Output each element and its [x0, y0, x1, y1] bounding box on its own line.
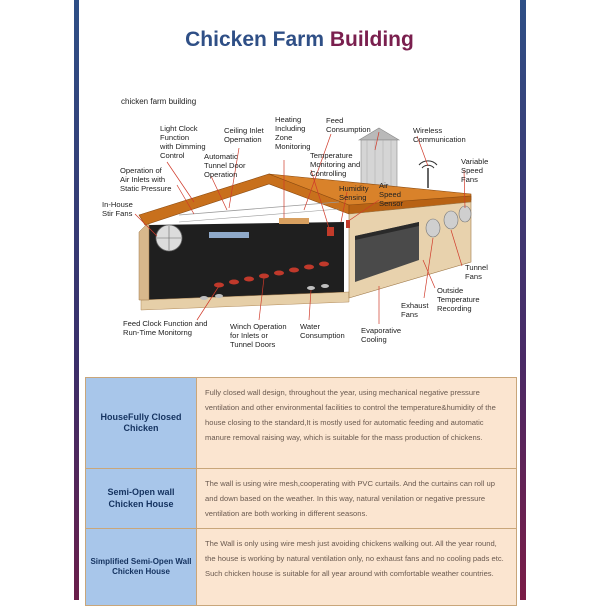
label-light-clock-line3: with Dimming	[160, 142, 206, 151]
label-ceiling-inlet	[224, 126, 265, 144]
label-water	[300, 322, 345, 340]
label-outside-temp-line1: Outside	[437, 286, 464, 295]
label-variable-fans	[461, 157, 488, 184]
chicken-house-diagram	[79, 110, 520, 360]
label-light-clock-line4: Control	[160, 151, 185, 160]
label-wireless	[413, 126, 466, 144]
label-outside-temp-line2: Temperature	[437, 295, 480, 304]
label-tunnel-fans	[465, 263, 488, 281]
page-title	[79, 28, 520, 52]
label-air-speed-line3: Sensor	[379, 199, 404, 208]
label-feed-clock	[123, 319, 207, 337]
table-row	[86, 469, 516, 529]
label-variable-fans-line1: Variable	[461, 157, 489, 166]
label-evap-line1: Evaporative	[361, 326, 402, 335]
title-main: Chicken Farm	[185, 28, 330, 51]
label-variable-fans-line2: Speed	[461, 166, 483, 175]
label-temp-monitoring-line1: Temperature	[310, 151, 353, 160]
label-winch	[230, 322, 287, 349]
label-air-inlets-line2: Air Inlets with	[120, 175, 166, 184]
label-evap	[361, 326, 401, 344]
label-air-inlets-line1: Operation of	[120, 166, 162, 175]
label-feed-consumption-line2: Consumption	[326, 125, 371, 134]
label-air-speed-line2: Speed	[379, 190, 401, 199]
label-ceiling-inlet-line1: Ceiling Inlet	[224, 126, 264, 135]
label-light-clock-line2: Function	[160, 133, 190, 142]
label-light-clock	[159, 124, 206, 160]
label-wireless-line2: Communication	[413, 135, 466, 144]
label-feed-clock-line1: Feed Clock Function and	[123, 319, 208, 328]
label-air-inlets-line3: Static Pressure	[120, 184, 172, 193]
label-heating-line2: Including	[275, 124, 306, 133]
house-types-table	[85, 377, 517, 606]
label-water-line1: Water	[300, 322, 320, 331]
label-tunnel-fans-line1: Tunnel	[465, 263, 488, 272]
label-humidity-line2: Sensing	[339, 193, 367, 202]
label-ceiling-inlet-line2: Opernation	[224, 135, 262, 144]
right-border-bar	[520, 0, 526, 600]
row-header: Semi-Open wall Chicken House	[86, 469, 197, 528]
label-stir-fans-line2: Stir Fans	[102, 209, 133, 218]
label-light-clock-line1: Light Clock	[160, 124, 198, 133]
label-feed-consumption	[326, 116, 371, 134]
title-accent: Building	[329, 28, 414, 51]
label-auto-tunnel-line2: Tunnel Door	[204, 161, 246, 170]
label-outside-temp-line3: Recording	[437, 304, 472, 313]
label-heating	[275, 115, 310, 151]
label-humidity	[339, 184, 369, 202]
label-heating-line4: Monitoring	[275, 142, 311, 151]
label-temp-monitoring-line3: Controlling	[310, 169, 347, 178]
label-feed-consumption-line1: Feed	[326, 116, 344, 125]
label-auto-tunnel	[204, 152, 246, 179]
row-description: The Wall is only using wire mesh just avoiding chickens walking out. All the year round, the house is working by natural ventilation only, no exhaust fans and no cooling pads etc. Such chicken house is suitable for all year around with comfortable weather countries.	[197, 529, 516, 605]
label-temp-monitoring-line2: Monitoring and	[310, 160, 361, 169]
row-description: The wall is using wire mesh,cooperating with PVC curtails. And the curtains can roll up and down based on the weather. In this way, natural venilation or negative pressure ventilation are both working in different seasons.	[197, 469, 516, 528]
label-auto-tunnel-line3: Operation	[204, 170, 238, 179]
label-outside-temp	[437, 286, 480, 313]
label-evap-line2: Cooling	[361, 335, 387, 344]
label-heating-line1: Heating	[275, 115, 302, 124]
label-winch-line2: for Inlets or	[230, 331, 268, 340]
label-variable-fans-line3: Fans	[461, 175, 478, 184]
row-header: HouseFully Closed Chicken	[86, 378, 197, 468]
diagram-caption: chicken farm building	[121, 97, 197, 106]
label-winch-line3: Tunnel Doors	[230, 340, 276, 349]
label-air-inlets	[120, 166, 172, 193]
row-description: Fully closed wall design, throughout the year, using mechanical negative pressure ventilation and other environmental facilities to control the temperature&humidity of the house closing to the standard,It is mostly used for automatic feeding and automatic manure removal raising way, which is suitable for the mass production of chickens.	[197, 378, 516, 468]
label-stir-fans-line1: In-House	[102, 200, 133, 209]
table-row	[86, 529, 516, 605]
table-row	[86, 378, 516, 469]
label-stir-fans	[102, 200, 133, 218]
label-temp-monitoring	[310, 151, 360, 178]
label-air-speed-line1: Air	[379, 181, 389, 190]
label-auto-tunnel-line1: Automatic	[204, 152, 238, 161]
label-tunnel-fans-line2: Fans	[465, 272, 482, 281]
label-water-line2: Consumption	[300, 331, 345, 340]
label-exhaust-fans-line1: Exhaust	[401, 301, 429, 310]
label-exhaust-fans-line2: Fans	[401, 310, 418, 319]
label-heating-line3: Zone	[275, 133, 293, 142]
row-header: Simplified Semi-Open Wall Chicken House	[86, 529, 197, 605]
label-wireless-line1: Wireless	[413, 126, 443, 135]
label-exhaust-fans	[401, 301, 429, 319]
label-winch-line1: Winch Operation	[230, 322, 287, 331]
label-humidity-line1: Humidity	[339, 184, 369, 193]
label-feed-clock-line2: Run-Time Monitorng	[123, 328, 192, 337]
